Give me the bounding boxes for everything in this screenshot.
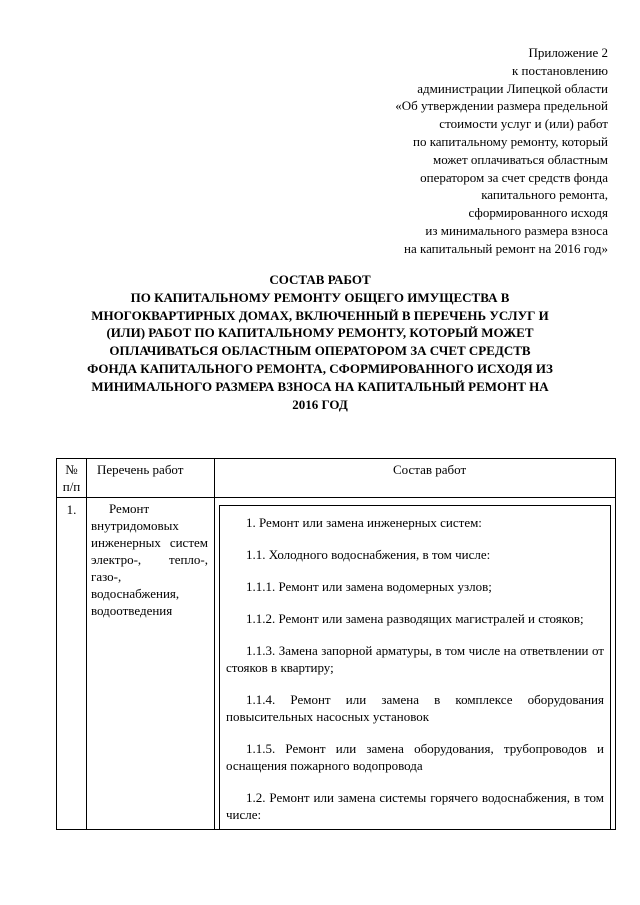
header-num: № п/п	[57, 459, 87, 498]
composition-item: 1.1.2. Ремонт или замена разводящих магистралей и стояков;	[246, 611, 584, 626]
appendix-line: сформированного исходя	[468, 205, 608, 221]
works-table	[56, 458, 616, 830]
composition-item: 1.1. Холодного водоснабжения, в том числе:	[246, 547, 491, 562]
document-title	[40, 271, 600, 413]
appendix-line: администрации Липецкой области	[417, 80, 608, 96]
appendix-line: стоимости услуг и (или) работ	[439, 116, 608, 132]
title-line: ФОНДА КАПИТАЛЬНОГО РЕМОНТА, СФОРМИРОВАННОГО ИСХОДЯ ИЗ	[87, 360, 553, 376]
appendix-line: «Об утверждении размера предельной	[395, 98, 608, 114]
header-list: Перечень работ	[87, 459, 215, 498]
composition-item: 1.2. Ремонт или замена системы горячего водоснабжения, в том числе:	[226, 790, 604, 822]
appendix-line: из минимального размера взноса	[425, 222, 608, 238]
title-line: СОСТАВ РАБОТ	[269, 272, 371, 287]
title-line: МИНИМАЛЬНОГО РАЗМЕРА ВЗНОСА НА КАПИТАЛЬНЫЙ РЕМОНТ НА	[91, 378, 549, 394]
composition-item: 1.1.1. Ремонт или замена водомерных узлов;	[246, 579, 492, 594]
row-work-list	[87, 498, 215, 830]
composition-item: 1.1.5. Ремонт или замена оборудования, трубопроводов и оснащения пожарного водопровода	[226, 741, 604, 773]
work-list-text: Ремонт внутридомовых инженерных систем электро-, тепло-, газо-, водоснабжения, водоотведения	[91, 501, 208, 618]
composition-item: 1. Ремонт или замена инженерных систем:	[246, 515, 482, 530]
title-line: (ИЛИ) РАБОТ ПО КАПИТАЛЬНОМУ РЕМОНТУ, КОТОРЫЙ МОЖЕТ	[106, 325, 534, 341]
title-line: 2016 ГОД	[292, 396, 348, 412]
appendix-line: к постановлению	[511, 62, 608, 78]
appendix-line: оператором за счет средств фонда	[420, 169, 608, 185]
appendix-line: Приложение 2	[528, 45, 608, 60]
composition-box	[219, 505, 611, 829]
title-line: МНОГОКВАРТИРНЫХ ДОМАХ, ВКЛЮЧЕННЫЙ В ПЕРЕЧЕНЬ УСЛУГ И	[91, 307, 549, 323]
row-number: 1.	[57, 498, 87, 830]
header-composition: Состав работ	[215, 459, 616, 498]
row-composition	[215, 498, 616, 830]
appendix-line: на капитальный ремонт на 2016 год»	[403, 240, 608, 256]
table-row	[57, 498, 616, 830]
composition-item: 1.1.4. Ремонт или замена в комплексе оборудования повысительных насосных установок	[226, 692, 604, 724]
title-line: ПО КАПИТАЛЬНОМУ РЕМОНТУ ОБЩЕГО ИМУЩЕСТВА В	[130, 289, 510, 305]
appendix-line: может оплачиваться областным	[432, 151, 608, 167]
title-line: ОПЛАЧИВАТЬСЯ ОБЛАСТНЫМ ОПЕРАТОРОМ ЗА СЧЕТ СРЕДСТВ	[109, 343, 531, 359]
appendix-line: капитального ремонта,	[481, 187, 608, 203]
appendix-line: по капитальному ремонту, который	[412, 133, 608, 149]
table-header-row	[57, 459, 616, 498]
appendix-block	[288, 44, 608, 258]
composition-item: 1.1.3. Замена запорной арматуры, в том числе на ответвлении от стояков в квартиру;	[226, 643, 604, 675]
